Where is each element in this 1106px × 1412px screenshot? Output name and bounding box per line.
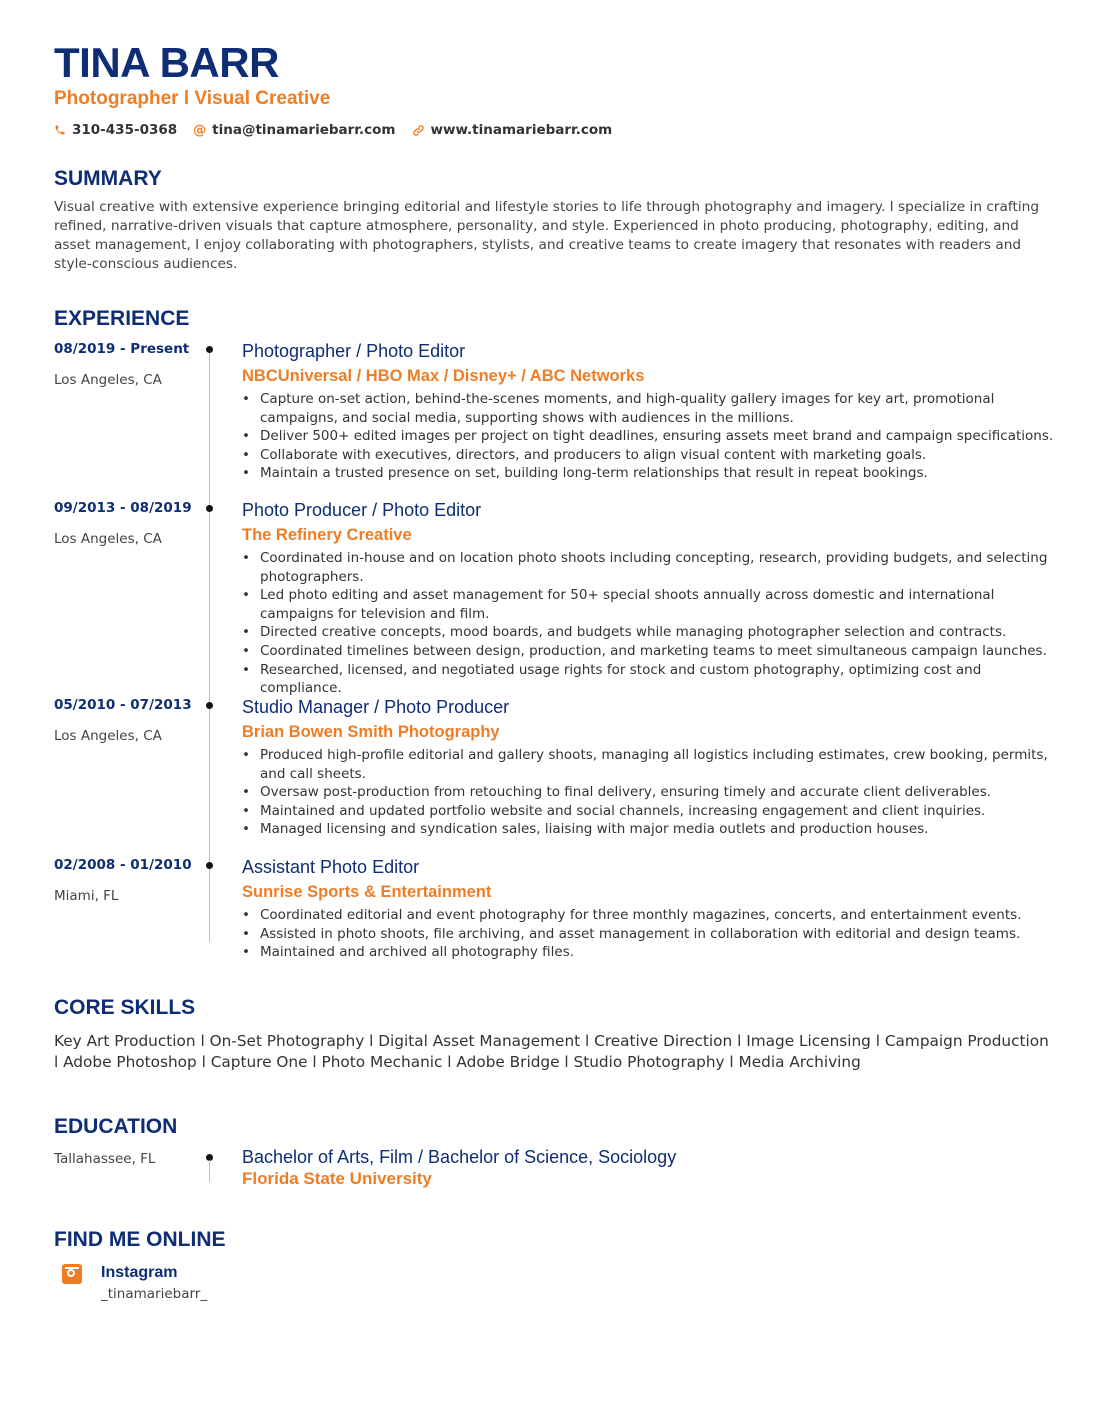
job-entry [54,499,1054,698]
job-bullet: • Assisted in photo shoots, file archiving, and asset management in collaboration with editorial and design teams. [242,925,1054,944]
job-bullet: • Capture on-set action, behind-the-scenes moments, and high-quality gallery images for key art, promotional campaigns, and social media, supporting shows with audiences in the millions. [242,390,1054,427]
job-location: Los Angeles, CA [54,531,162,547]
skills-section [54,995,1054,1073]
job-location: Los Angeles, CA [54,728,162,744]
job-company: Brian Bowen Smith Photography [242,723,500,741]
job-bullet: • Directed creative concepts, mood boards, and budgets while managing photographer selection and contracts. [242,623,1054,642]
job-bullet: • Produced high-profile editorial and gallery shoots, managing all logistics including estimates, crew booking, permits, and call sheets. [242,746,1054,783]
job-date: 05/2010 - 07/2013 [54,697,192,713]
job-company: Sunrise Sports & Entertainment [242,883,492,901]
instagram-link[interactable] [54,1263,1054,1302]
contact-website-text: www.tinamariebarr.com [430,122,613,138]
job-company: The Refinery Creative [242,526,412,544]
job-bullet: • Maintained and archived all photography files. [242,943,1054,962]
timeline-dot [206,346,213,353]
resume-page [54,38,1054,1302]
job-date: 08/2019 - Present [54,341,190,357]
contact-phone-text: 310-435-0368 [72,122,178,138]
contact-website[interactable] [412,122,613,138]
job-entry [54,856,1054,962]
skills-title: CORE SKILLS [54,996,196,1019]
candidate-tagline: Photographer l Visual Creative [54,88,331,109]
contact-email-text: tina@tinamariebarr.com [212,122,396,138]
candidate-name: TINA BARR [54,39,279,86]
job-company: NBCUniversal / HBO Max / Disney+ / ABC Networks [242,367,645,385]
job-date: 02/2008 - 01/2010 [54,857,192,873]
skills-text: Key Art Production l On-Set Photography l Digital Asset Management l Creative Direction l Image Licensing l Campaign Production l Adobe Photoshop l Capture One l Photo Mechanic l Adobe Bridge l Studio Photography l Media Archiving [54,1032,1049,1071]
job-bullet: • Coordinated editorial and event photography for three monthly magazines, concerts, and entertainment events. [242,906,1054,925]
online-title: FIND ME ONLINE [54,1228,226,1251]
instagram-icon [62,1264,82,1284]
job-bullet: • Maintained and updated portfolio website and social channels, increasing engagement and client inquiries. [242,802,1054,821]
job-bullets [242,906,1054,962]
job-date: 09/2013 - 08/2019 [54,500,192,516]
job-title: Photographer / Photo Editor [242,341,466,361]
summary-title: SUMMARY [54,167,162,190]
job-bullets [242,549,1054,698]
job-bullet: • Oversaw post-production from retouching to final delivery, ensuring timely and accurate client deliverables. [242,783,1054,802]
timeline-dot [206,862,213,869]
job-title: Studio Manager / Photo Producer [242,697,510,717]
job-bullet: • Managed licensing and syndication sales, liaising with major media outlets and production houses. [242,820,1054,839]
at-icon: @ [193,122,207,138]
job-bullet: • Deliver 500+ edited images per project on tight deadlines, ensuring assets meet brand and campaign specifications. [242,427,1054,446]
job-bullet: • Researched, licensed, and negotiated usage rights for stock and custom photography, optimizing cost and compliance. [242,661,1054,698]
job-entry [54,696,1054,839]
phone-icon [54,124,66,136]
online-section [54,1227,1054,1302]
education-title: EDUCATION [54,1115,178,1138]
job-location: Los Angeles, CA [54,372,162,388]
job-bullet: • Coordinated in-house and on location photo shoots including concepting, research, providing budgets, and selecting photographers. [242,549,1054,586]
education-section [54,1114,1054,1194]
contact-phone[interactable] [54,122,177,138]
job-title: Photo Producer / Photo Editor [242,500,482,520]
job-bullets [242,390,1054,483]
job-entry [54,340,1054,483]
timeline-line [209,1160,210,1182]
link-icon [412,124,425,137]
instagram-label: Instagram [101,1264,178,1281]
experience-section [54,306,1054,961]
job-title: Assistant Photo Editor [242,857,420,877]
education-school: Florida State University [242,1169,432,1188]
job-bullet: • Maintain a trusted presence on set, building long-term relationships that result in repeat bookings. [242,464,1054,483]
job-bullet: • Led photo editing and asset management for 50+ special shoots annually across domestic and international campaigns for television and film. [242,586,1054,623]
job-bullets [242,746,1054,839]
timeline-dot [206,702,213,709]
timeline-dot [206,505,213,512]
contact-email[interactable] [193,122,395,138]
summary-section [54,166,1049,274]
job-bullet: • Collaborate with executives, directors, and producers to align visual content with marketing goals. [242,446,1054,465]
summary-text: Visual creative with extensive experience bringing editorial and lifestyle stories to life through photography and imagery. I specialize in crafting refined, narrative-driven visuals that capture atmosphere, personality, and style. Experienced in photo producing, photography, editing, and asset management, I enjoy collaborating with photographers, stylists, and creative teams to create imagery that resonates with readers and style-conscious audiences. [54,199,1040,272]
instagram-handle: _tinamariebarr_ [101,1286,208,1302]
education-degree: Bachelor of Arts, Film / Bachelor of Science, Sociology [242,1147,677,1167]
experience-title: EXPERIENCE [54,307,190,330]
education-location: Tallahassee, FL [54,1151,156,1167]
contact-row [54,122,1054,138]
job-bullet: • Coordinated timelines between design, production, and marketing teams to meet simultaneous campaign launches. [242,642,1054,661]
job-location: Miami, FL [54,888,119,904]
